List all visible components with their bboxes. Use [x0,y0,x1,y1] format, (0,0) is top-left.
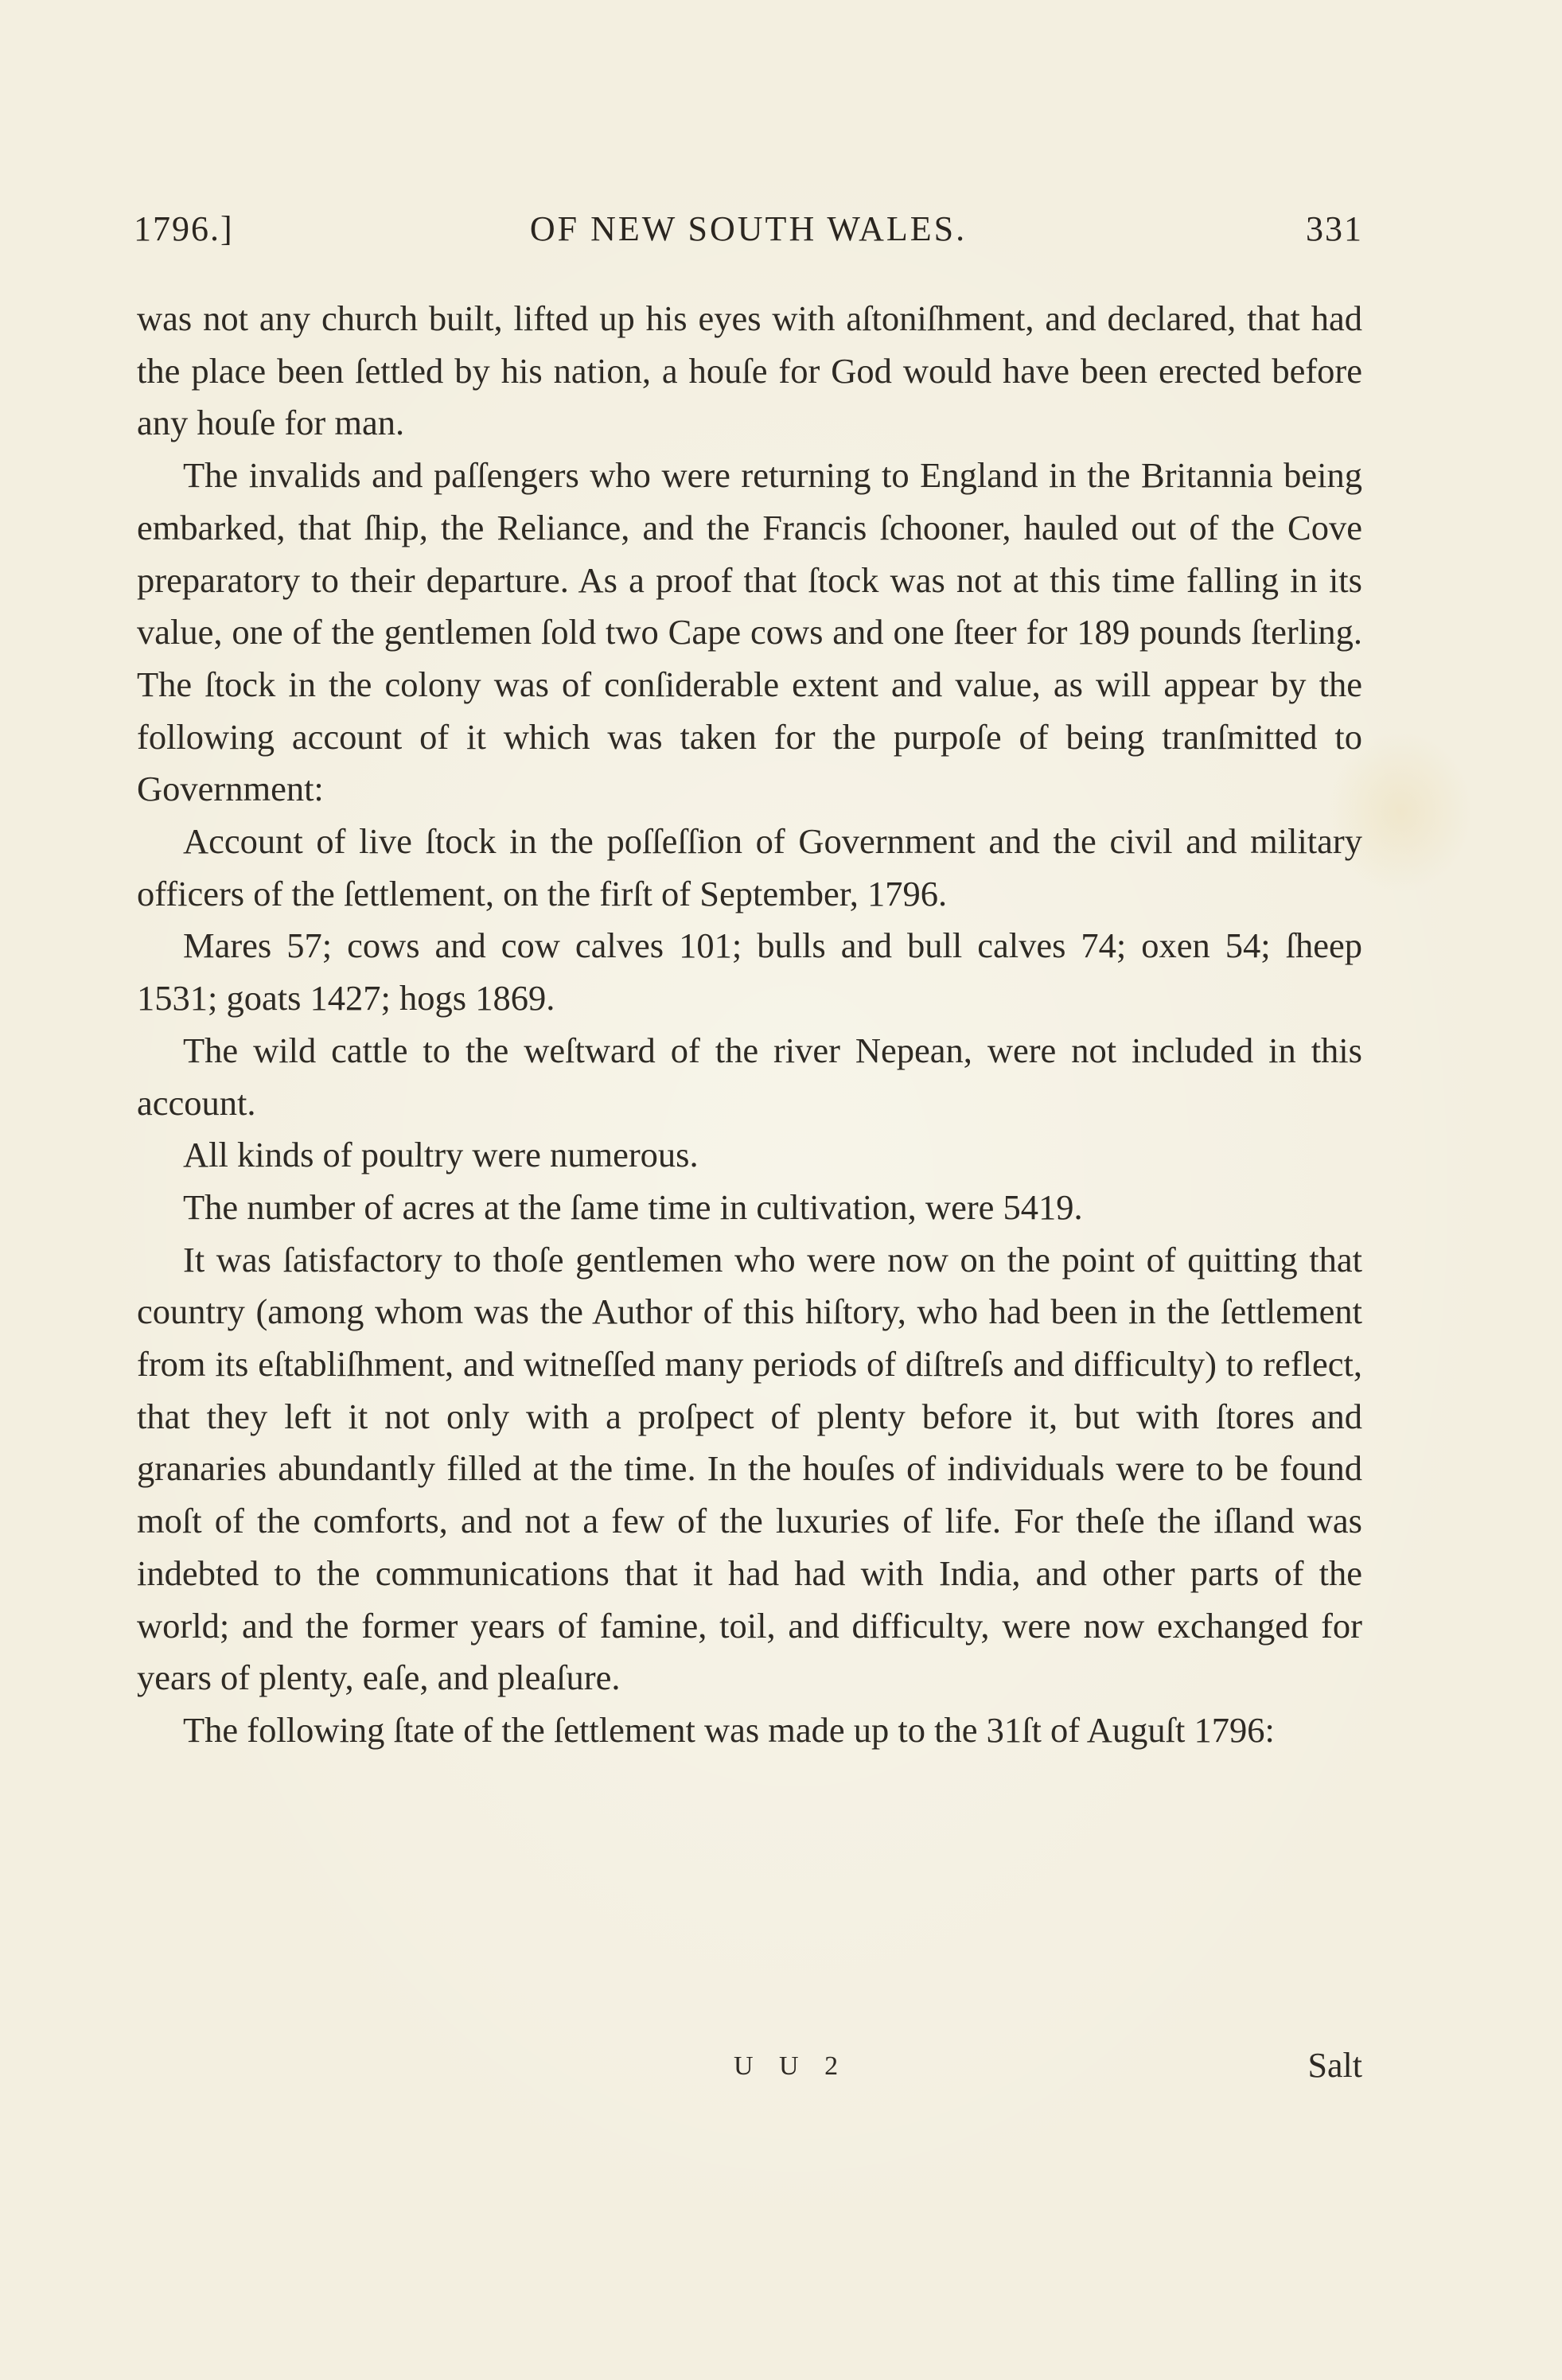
header-title: OF NEW SOUTH WALES. [529,209,968,248]
body-text [137,293,1362,1757]
running-header [134,208,1363,256]
paragraph: Account of live ſtock in the poſſeſſion of Government and the civil and military officers of the ſettlement, on the firſt of September, 1796. [137,821,1362,913]
paragraph: The following ſtate of the ſettlement was made up to the 31ſt of Auguſt 1796: [183,1709,1275,1750]
paragraph: The invalids and paſſengers who were returning to England in the Britannia being embarked, that ſhip, the Reliance, and the Francis ſchooner, hauled out of the Cove preparatory to their departure. As a proof that ſtock was not at this time falling in its value, one of the gentlemen ſold two Cape cows and one ſteer for 189 pounds ſterling. The ſtock in the colony was of conſiderable extent and value, as will appear by the following account of it which was taken for the purpoſe of being tranſmitted to Government: [137,455,1362,809]
header-year: 1796.] [134,209,234,248]
page-footer [137,2045,1362,2093]
paragraph: The number of acres at the ſame time in cultivation, were 5419. [183,1186,1083,1227]
paragraph: was not any church built, lifted up his eyes with aſtoniſhment, and declared, that had the place been ſettled by his nation, a houſe for God would have been erected before any houſe for man. [137,298,1362,443]
paragraph: The wild cattle to the weſtward of the river Nepean, were not included in this account. [137,1030,1362,1123]
paragraph: All kinds of poultry were numerous. [183,1135,699,1175]
catchword: Salt [1307,2046,1362,2085]
paragraph: Mares 57; cows and cow calves 101; bulls and bull calves 74; oxen 54; ſheep 1531; goats 1427; hogs 1869. [137,925,1362,1019]
signature-mark: U U 2 [734,2051,848,2081]
page-number: 331 [1306,209,1363,248]
paragraph: It was ſatisfactory to thoſe gentlemen who were now on the point of quitting that country (among whom was the Author of this hiſtory, who had been in the ſettlement from its eſtabliſhment, and witneſſed many periods of diſtreſs and difficulty) to reflect, that they left it not only with a proſpect of plenty before it, but with ſtores and granaries abundantly filled at the time. In the houſes of individuals were to be found moſt of the comforts, and not a few of the luxuries of life. For theſe the iſland was indebted to the communications that it had had with India, and other parts of the world; and the former years of famine, toil, and difficulty, were now exchanged for years of plenty, eaſe, and pleaſure. [137,1239,1362,1698]
